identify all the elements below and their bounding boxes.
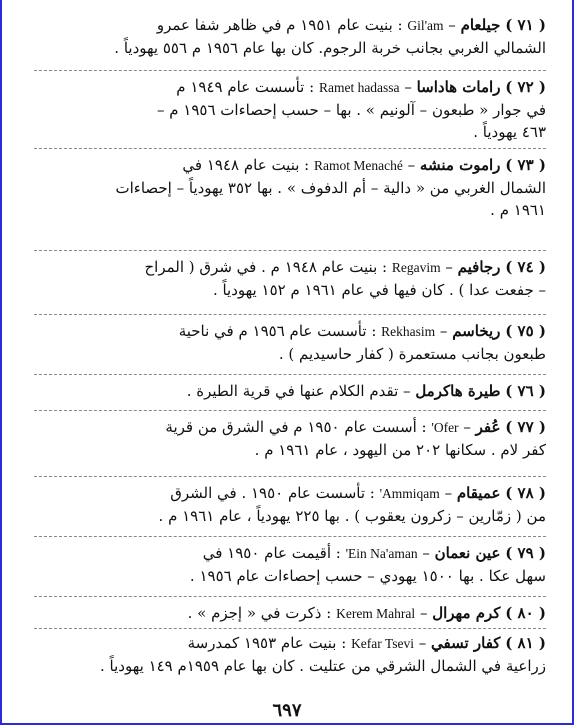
entry-first-line bbox=[34, 380, 546, 402]
entry-81 bbox=[34, 632, 546, 677]
entry-text: في جوار « طبعون – آلونيم » . بها – حسب إحصاءات ١٩٥٦ م – bbox=[156, 101, 546, 119]
entry-text: – جفعت عدا ) . كان فيها في عام ١٩٦١ م ١٥٢ يهودياً . bbox=[212, 281, 546, 299]
entry-number: ( ٧٣ ) bbox=[505, 156, 546, 174]
entry-number: ( ٧٩ ) bbox=[505, 544, 546, 562]
entry-text: : تأسست عام ١٩٥٠ . في الشرق bbox=[170, 484, 375, 502]
divider bbox=[34, 536, 546, 537]
entry-latin-name: Ramet hadassa bbox=[318, 80, 400, 95]
entry-text: طبعون بجانب مستعمرة ( كفار حاسيديم ) . bbox=[278, 345, 546, 363]
entry-first-line: ( ٧١ ) جيلعام – Gil'am : بنيت عام ١٩٥١ م في ظاهر شفا عمرو bbox=[156, 16, 546, 34]
entry-name: كرم مهرال bbox=[432, 604, 501, 622]
entry-text: : أسست عام ١٩٥٠ م في الشرق من قرية bbox=[165, 418, 427, 436]
entry-first-line: ( ٧٧ ) عُفر – 'Ofer : أسست عام ١٩٥٠ م في الشرق من قرية bbox=[165, 418, 546, 436]
entry-first-line: ( ٧٣ ) راموت منشه – Ramot Menaché : بنيت عام ١٩٤٨ في bbox=[182, 156, 546, 174]
entry-name: رجافيم bbox=[457, 258, 501, 276]
entry-first-line: ( ٧٨ ) عميقام – 'Ammiqam : تأسست عام ١٩٥٠ . في الشرق bbox=[170, 484, 546, 502]
entry-name: عميقام bbox=[456, 484, 501, 502]
entry-text: زراعية في الشمال الشرقي من عتليت . كان بها عام ١٩٥٩م ١٤٩ يهودياً . bbox=[99, 657, 546, 675]
entry-number: ( ٨١ ) bbox=[505, 634, 546, 652]
entry-text: ١٩٦١ م . bbox=[490, 201, 546, 219]
entry-number: ( ٧٥ ) bbox=[505, 322, 546, 340]
divider bbox=[34, 410, 546, 411]
entry-first-line: ( ٨٠ ) كرم مهرال – Kerem Mahral : ذكرت في « إجزم » . bbox=[187, 604, 546, 622]
book-page bbox=[6, 6, 568, 722]
entry-76 bbox=[34, 380, 546, 402]
entry-latin-name: Kefar Tsevi bbox=[351, 636, 414, 651]
entry-name: طيرة هاكرمل bbox=[415, 382, 501, 400]
entry-number: ( ٨٠ ) bbox=[505, 604, 546, 622]
divider bbox=[34, 314, 546, 315]
entry-text: : أقيمت عام ١٩٥٠ في bbox=[202, 544, 341, 562]
entry-79 bbox=[34, 542, 546, 587]
entry-text: الشمال الغربي من « دالية – أم الدفوف » . بها ٣٥٢ يهودياً – إحصاءات bbox=[115, 179, 546, 197]
entry-78 bbox=[34, 482, 546, 527]
entry-text: الشمالي الغربي بجانب خربة الرجوم. كان بها عام ١٩٥٦ م ٥٥٦ يهودياً . bbox=[114, 39, 546, 57]
entry-first-line: ( ٨١ ) كفار تسفي – Kefar Tsevi : بنيت عام ١٩٥٣ كمدرسة bbox=[187, 634, 546, 652]
entry-first-line: ( ٧٥ ) ريخاسم – Rekhasim : تأسست عام ١٩٥٦ م في ناحية bbox=[178, 322, 546, 340]
entry-71 bbox=[34, 14, 546, 59]
entry-text: : بنيت عام ١٩٤٨ م . في شرق ( المراح bbox=[144, 258, 388, 276]
entry-name: عُفر bbox=[475, 418, 501, 436]
divider bbox=[34, 70, 546, 71]
entry-name: ريخاسم bbox=[452, 322, 501, 340]
divider bbox=[34, 374, 546, 375]
entry-name: عين نعمان bbox=[434, 544, 501, 562]
divider bbox=[34, 250, 546, 251]
page-number: ٦٩٧ bbox=[272, 700, 302, 721]
entry-number: ( ٧١ ) bbox=[505, 16, 546, 34]
entry-text: كفر لام . سكانها ٢٠٢ من اليهود ، عام ١٩٦١ م . bbox=[254, 441, 546, 459]
entry-73 bbox=[34, 154, 546, 221]
entry-number: ( ٧٤ ) bbox=[505, 258, 546, 276]
entry-latin-name: 'Ofer bbox=[431, 420, 459, 435]
entry-name: راموت منشه bbox=[419, 156, 501, 174]
entry-latin-name: 'Ammiqam bbox=[379, 486, 440, 501]
entry-number: ( ٧٧ ) bbox=[505, 418, 546, 436]
entry-text: سهل عكا . بها ١٥٠٠ يهودي – حسب إحصاءات عام ١٩٥٦ . bbox=[189, 567, 546, 585]
entry-latin-name: Kerem Mahral bbox=[336, 606, 416, 621]
entry-75 bbox=[34, 320, 546, 365]
divider bbox=[34, 148, 546, 149]
entry-number: ( ٧٢ ) bbox=[505, 78, 546, 96]
entry-latin-name: Regavim bbox=[391, 260, 441, 275]
entry-text: : تأسست عام ١٩٥٦ م في ناحية bbox=[178, 322, 377, 340]
entry-77 bbox=[34, 416, 546, 461]
entry-latin-name: Gil'am bbox=[407, 18, 444, 33]
entry-number: ( ٧٦ ) bbox=[505, 382, 546, 400]
entry-80 bbox=[34, 602, 546, 625]
entry-first-line: ( ٧٤ ) رجافيم – Regavim : بنيت عام ١٩٤٨ م . في شرق ( المراح bbox=[144, 258, 546, 276]
entry-72 bbox=[34, 76, 546, 143]
entry-text: من ( زمّارين – زكرون يعقوب ) . بها ٢٢٥ يهودياً ، عام ١٩٦١ م . bbox=[158, 507, 546, 525]
entry-first-line: ( ٧٩ ) عين نعمان – 'Ein Na'aman : أقيمت عام ١٩٥٠ في bbox=[202, 544, 546, 562]
entry-text: – تقدم الكلام عنها في قرية الطيرة . bbox=[186, 382, 411, 400]
entry-number: ( ٧٨ ) bbox=[505, 484, 546, 502]
entry-text: ٤٦٣ يهودياً . bbox=[473, 123, 546, 141]
entry-first-line: ( ٧٢ ) رامات هاداسا – Ramet hadassa : تأسست عام ١٩٤٩ م bbox=[176, 78, 546, 96]
entry-latin-name: Rekhasim bbox=[381, 324, 436, 339]
entry-name: جيلعام bbox=[460, 16, 501, 34]
entry-74 bbox=[34, 256, 546, 301]
entry-text: : بنيت عام ١٩٤٨ في bbox=[182, 156, 310, 174]
entry-latin-name: 'Ein Na'aman bbox=[345, 546, 418, 561]
entry-name: كفار تسفي bbox=[431, 634, 501, 652]
divider bbox=[34, 628, 546, 629]
entry-text: : تأسست عام ١٩٤٩ م bbox=[176, 78, 315, 96]
divider bbox=[34, 596, 546, 597]
entry-latin-name: Ramot Menaché bbox=[314, 158, 403, 173]
divider bbox=[34, 476, 546, 477]
entry-text: : بنيت عام ١٩٥٣ كمدرسة bbox=[187, 634, 347, 652]
entry-name: رامات هاداسا bbox=[416, 78, 501, 96]
entry-text: : ذكرت في « إجزم » . bbox=[187, 604, 332, 622]
entry-text: بنيت عام ١٩٥١ م في ظاهر شفا عمرو bbox=[156, 16, 393, 34]
